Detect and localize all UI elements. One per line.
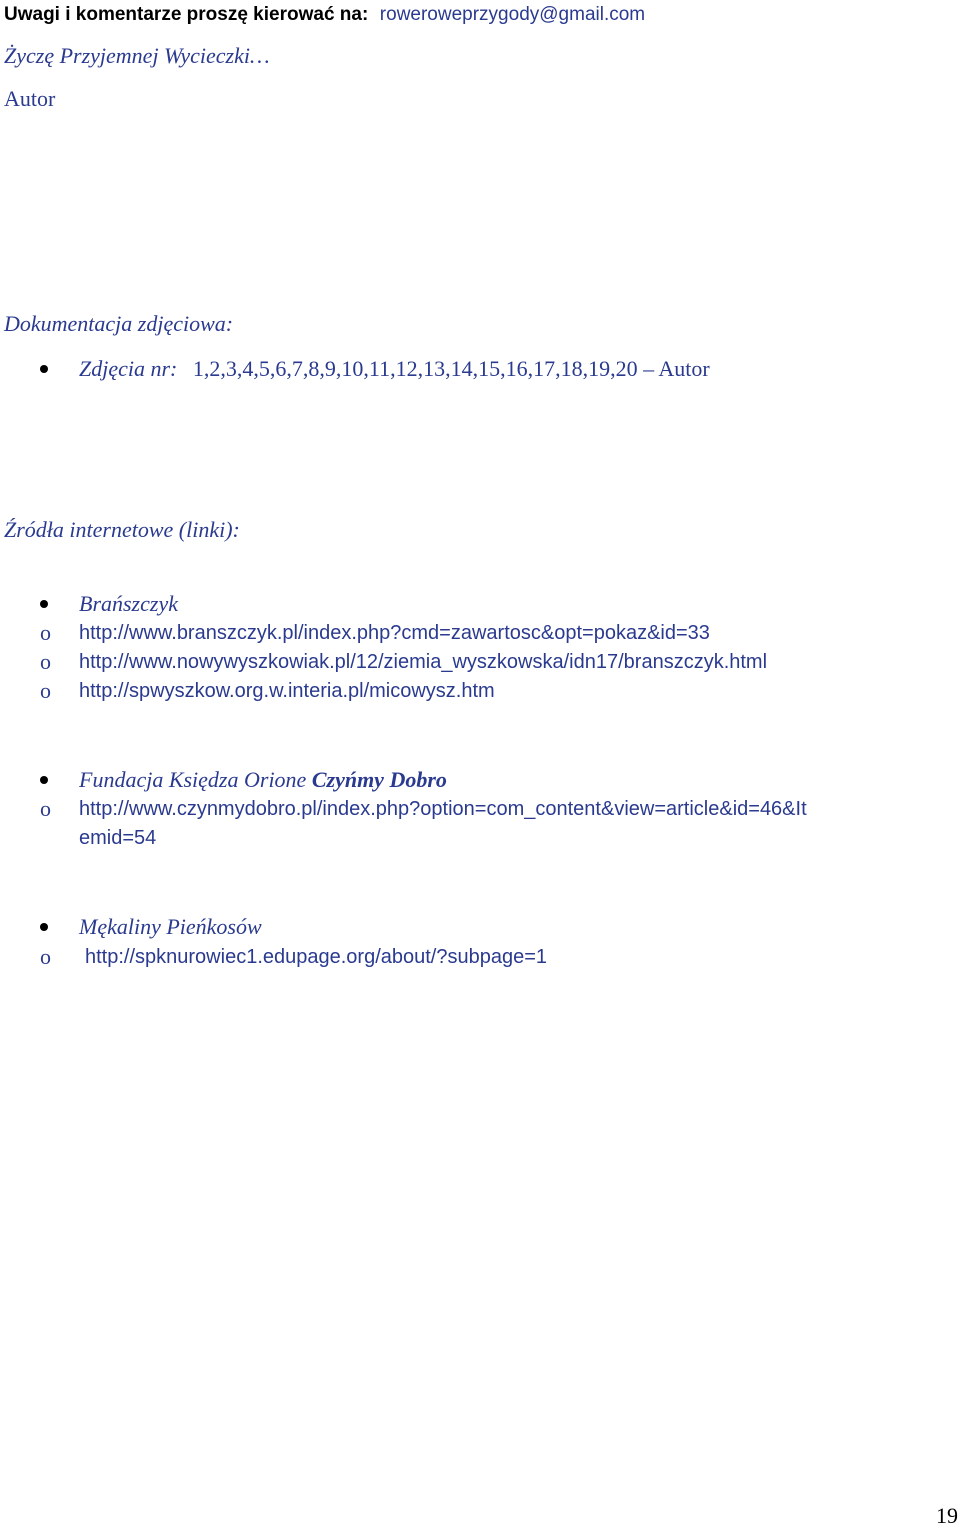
photo-doc-item-author: – Autor [643,356,710,381]
greeting: Życzę Przyjemnej Wycieczki… [4,43,270,68]
source-link[interactable]: http://www.branszczyk.pl/index.php?cmd=zawartosc&opt=pokaz&id=33 [79,622,710,644]
page-number: 19 [936,1503,958,1528]
bullet-icon [40,923,48,931]
contact-email-link[interactable]: roweroweprzygody@gmail.com [379,4,646,25]
source-link[interactable]: http://spknurowiec1.edupage.org/about/?subpage=1 [85,946,548,968]
bullet-icon [40,600,48,608]
bullet-icon [40,365,48,373]
contact-line [4,0,645,28]
source-group-title-prefix: Fundacja Księdza Orione [79,767,312,792]
source-group-title: Mękaliny Pieńkosów [79,914,262,939]
source-group-title: Brańszczyk [79,591,178,616]
sub-bullet-icon: o [40,944,51,969]
bullet-icon [40,776,48,784]
photo-doc-item [79,356,710,382]
source-link[interactable]: http://www.czynmydobro.pl/index.php?option=com_content&view=article&id=46&It [79,798,807,820]
sub-bullet-icon: o [40,796,51,821]
sub-bullet-icon: o [40,678,51,703]
sub-bullet-icon: o [40,620,51,645]
photo-doc-item-numbers: 1,2,3,4,5,6,7,8,9,10,11,12,13,14,15,16,17,18,19,20 [192,356,638,381]
source-group-title [79,767,447,793]
sources-heading: Źródła internetowe (linki): [4,517,240,542]
source-link[interactable]: http://spwyszkow.org.w.interia.pl/micowysz.htm [79,680,495,702]
contact-label: Uwagi i komentarze proszę kierować na: [4,4,369,25]
source-link[interactable]: http://www.nowywyszkowiak.pl/12/ziemia_wyszkowska/idn17/branszczyk.html [79,651,768,673]
photo-doc-heading: Dokumentacja zdjęciowa: [4,311,234,336]
author: Autor [4,86,56,111]
photo-doc-item-label: Zdjęcia nr: [79,356,178,381]
source-group-title-bold: Czyńmy Dobro [311,767,447,792]
sub-bullet-icon: o [40,649,51,674]
source-link-continuation[interactable]: emid=54 [79,827,157,849]
